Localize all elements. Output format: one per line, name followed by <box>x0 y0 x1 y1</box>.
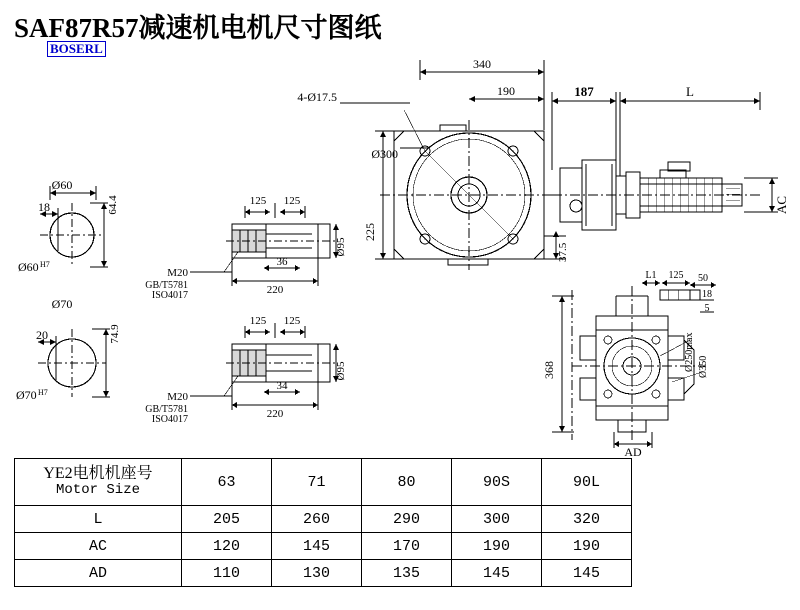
row-ad-63: 110 <box>181 560 271 587</box>
table-row <box>15 533 632 560</box>
label-iso-b: ISO4017 <box>151 414 188 425</box>
row-ad-80: 135 <box>361 560 451 587</box>
label-iso-a: ISO4017 <box>151 290 188 301</box>
dim-74-9: 74.9 <box>109 324 121 344</box>
page-title: SAF87R57减速机电机尺寸图纸 <box>14 13 382 43</box>
dim-368: 368 <box>542 361 556 379</box>
label-gb-a: GB/T5781 <box>145 280 188 291</box>
dim-125-c: 125 <box>249 315 267 327</box>
dim-o300: Ø300 <box>371 147 398 161</box>
dim-125-a: 125 <box>249 195 267 207</box>
dim-AC: AC <box>774 195 789 215</box>
dim-o60h7: Ø60 <box>18 260 39 274</box>
row-ad-90s: 145 <box>451 560 541 587</box>
dim-4x-hole: 4-Ø17.5 <box>297 90 337 104</box>
table-row <box>15 560 632 587</box>
dim-AD: AD <box>624 445 642 459</box>
motor-size-table <box>14 458 632 587</box>
motor-size-71: 71 <box>271 459 361 506</box>
dim-o70h7-sup: H7 <box>38 388 48 397</box>
dim-64-4: 64.4 <box>107 195 119 215</box>
dim-o95-b: Ø95 <box>335 361 347 381</box>
row-label-ad: AD <box>15 560 182 587</box>
dim-5: 5 <box>704 303 710 314</box>
row-ad-71: 130 <box>271 560 361 587</box>
table-header-row <box>15 459 632 506</box>
dim-o60-top: Ø60 <box>51 178 73 192</box>
row-label-ac: AC <box>15 533 182 560</box>
row-l-80: 290 <box>361 506 451 533</box>
dim-20: 20 <box>36 328 48 342</box>
row-label-l: L <box>15 506 182 533</box>
row-ac-71: 145 <box>271 533 361 560</box>
table-header-label <box>15 459 182 506</box>
label-m20-b: M20 <box>167 391 188 403</box>
row-ac-80: 170 <box>361 533 451 560</box>
table-row <box>15 506 632 533</box>
row-ac-90l: 190 <box>541 533 631 560</box>
dim-190: 190 <box>497 84 515 98</box>
dim-o95-a: Ø95 <box>335 237 347 257</box>
dim-37-5: 37.5 <box>557 242 569 262</box>
dim-125-d: 125 <box>283 315 301 327</box>
dim-18: 18 <box>38 200 50 214</box>
dim-o350: Ø350 <box>698 355 709 378</box>
dim-o70-top: Ø70 <box>51 297 73 311</box>
motor-size-90l: 90L <box>541 459 631 506</box>
dim-L: L <box>686 84 694 99</box>
dim-50: 50 <box>698 273 708 284</box>
motor-size-63: 63 <box>181 459 271 506</box>
row-l-63: 205 <box>181 506 271 533</box>
motor-size-80: 80 <box>361 459 451 506</box>
dim-220-a: 220 <box>266 284 284 296</box>
table-header-cn: YE2电机机座号 <box>43 465 153 482</box>
dim-125-b: 125 <box>283 195 301 207</box>
dim-18-b: 18 <box>702 289 712 300</box>
motor-size-90s: 90S <box>451 459 541 506</box>
dim-340: 340 <box>473 57 491 71</box>
row-ac-63: 120 <box>181 533 271 560</box>
dim-187: 187 <box>574 84 594 99</box>
row-l-90s: 300 <box>451 506 541 533</box>
dim-L1: L1 <box>645 270 657 281</box>
label-m20-a: M20 <box>167 267 188 279</box>
row-ac-90s: 190 <box>451 533 541 560</box>
label-gb-b: GB/T5781 <box>145 404 188 415</box>
brand-logo: BOSERL <box>47 41 106 57</box>
dim-225: 225 <box>363 223 377 241</box>
dim-o70h7: Ø70 <box>16 388 37 402</box>
row-ad-90l: 145 <box>541 560 631 587</box>
row-l-71: 260 <box>271 506 361 533</box>
dim-o250max: Ø250max <box>684 332 695 372</box>
dim-o60h7-sup: H7 <box>40 260 50 269</box>
dim-36: 36 <box>276 256 288 268</box>
dim-34: 34 <box>276 380 288 392</box>
dim-125-e: 125 <box>668 270 684 281</box>
table-header-en: Motor Size <box>55 482 140 498</box>
row-l-90l: 320 <box>541 506 631 533</box>
dim-220-b: 220 <box>266 408 284 420</box>
